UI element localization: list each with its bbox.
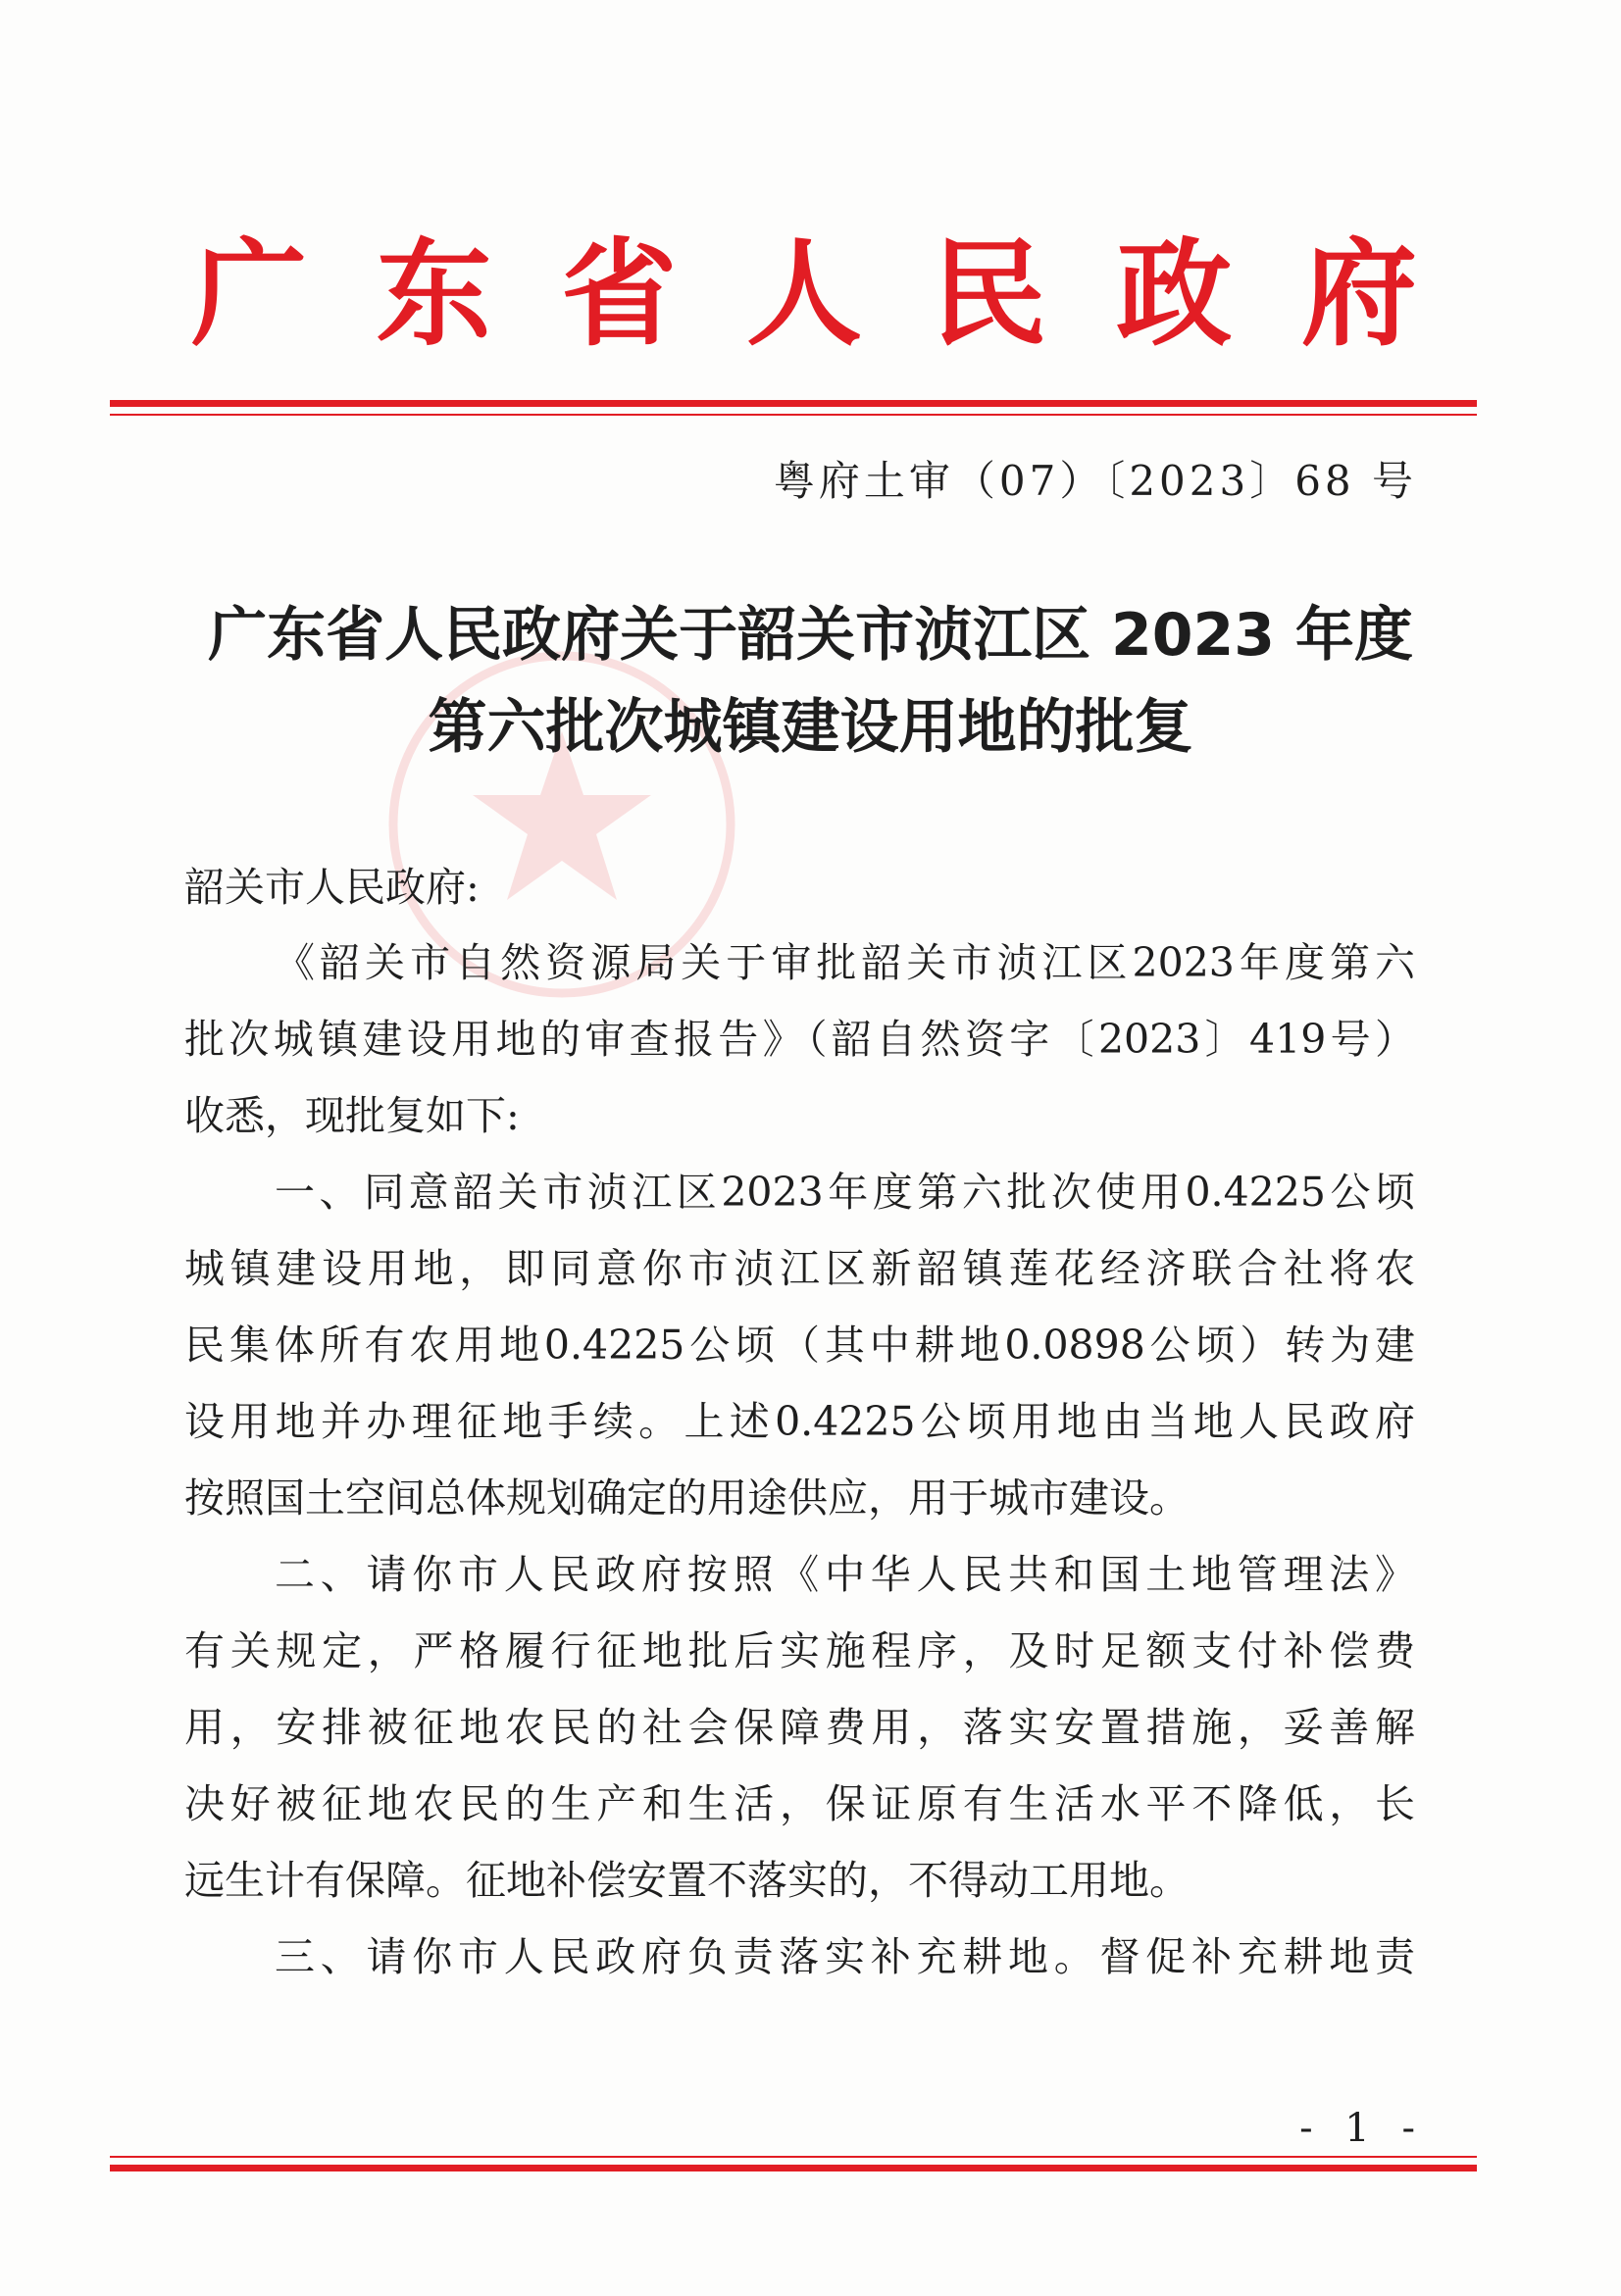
addressee: 韶关市人民政府: [184, 864, 480, 911]
paragraph-line: 收悉，现批复如下: [184, 1092, 520, 1139]
masthead-char: 东 [376, 226, 492, 362]
paragraph-line: 批次城镇建设用地的审查报告》（韶自然资字〔2023〕419号） [184, 1016, 1415, 1063]
paragraph-line: 城镇建设用地，即同意你市浈江区新韶镇莲花经济联合社将农 [184, 1245, 1415, 1292]
document-number: 粤府土审（07）〔2023〕68 号 [773, 457, 1417, 505]
paragraph-line: 用，安排被征地农民的社会保障费用，落实安置措施，妥善解 [184, 1704, 1415, 1751]
masthead [191, 226, 1417, 362]
paragraph-line: 设用地并办理征地手续。上述0.4225公顷用地由当地人民政府 [184, 1398, 1415, 1445]
masthead-char: 府 [1300, 226, 1417, 362]
page-title-line-2: 第六批次城镇建设用地的批复 [428, 693, 1193, 762]
header-divider-thin [110, 414, 1477, 416]
paragraph-line: 《韶关市自然资源局关于审批韶关市浈江区2023年度第六 [275, 939, 1415, 986]
masthead-char: 省 [561, 226, 678, 362]
paragraph-line: 决好被征地农民的生产和生活，保证原有生活水平不降低，长 [184, 1780, 1415, 1827]
masthead-char: 民 [931, 226, 1047, 362]
paragraph-line: 按照国土空间总体规划确定的用途供应，用于城市建设。 [184, 1474, 1190, 1522]
footer-divider-thick [110, 2165, 1477, 2171]
page-number: - 1 - [1299, 2106, 1425, 2151]
masthead-char: 政 [1116, 226, 1233, 362]
paragraph-line: 三、请你市人民政府负责落实补充耕地。督促补充耕地责 [275, 1933, 1415, 1980]
masthead-char: 广 [191, 226, 308, 362]
paragraph-line: 二、请你市人民政府按照《中华人民共和国土地管理法》 [275, 1551, 1415, 1598]
paragraph-line: 远生计有保障。征地补偿安置不落实的，不得动工用地。 [184, 1857, 1190, 1904]
masthead-char: 人 [745, 226, 862, 362]
footer-divider-thin [110, 2156, 1477, 2158]
paragraph-line: 有关规定，严格履行征地批后实施程序，及时足额支付补偿费 [184, 1627, 1415, 1674]
header-divider-thick [110, 400, 1477, 407]
paragraph-line: 一、同意韶关市浈江区2023年度第六批次使用0.4225公顷 [275, 1169, 1415, 1216]
paragraph-line: 民集体所有农用地0.4225公顷（其中耕地0.0898公顷）转为建 [184, 1322, 1415, 1369]
page-title-line-1: 广东省人民政府关于韶关市浈江区 2023 年度 [208, 601, 1413, 670]
